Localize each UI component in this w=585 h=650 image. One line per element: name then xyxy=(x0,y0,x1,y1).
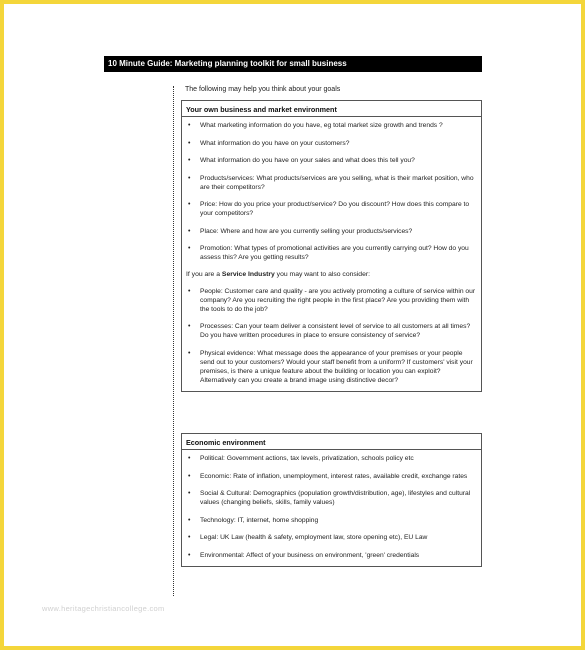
business-questions-list xyxy=(186,121,477,262)
list-item: • Place: Where and how are you currently selling your products/services? xyxy=(186,227,477,236)
list-item: • Social & Cultural: Demographics (population growth/distribution, age), lifestyles and cultural values (changing beliefs, skills, family values) xyxy=(186,489,477,507)
service-note-prefix: If you are a xyxy=(186,270,222,278)
list-item: • Price: How do you price your product/service? Do you discount? How does this compare to your competitors? xyxy=(186,200,477,218)
service-note-suffix: you may want to also consider: xyxy=(274,270,370,278)
service-industry-note xyxy=(186,271,477,278)
list-item: • Products/services: What products/services are you selling, what is their market position, who are their competitors? xyxy=(186,174,477,192)
list-item: • Legal: UK Law (health & safety, employment law, store opening etc), EU Law xyxy=(186,533,477,542)
document-title: 10 Minute Guide: Marketing planning toolkit for small business xyxy=(104,56,482,72)
margin-dotted-line xyxy=(173,86,174,596)
list-item: • Technology: IT, internet, home shopping xyxy=(186,516,477,525)
list-item: • Economic: Rate of inflation, unemployment, interest rates, available credit, exchange rates xyxy=(186,472,477,481)
list-item: • Processes: Can your team deliver a consistent level of service to all customers at all times? Do you have written procedures in place to ensure consistency of service? xyxy=(186,322,477,340)
economic-environment-heading: Economic environment xyxy=(182,434,481,450)
list-item: • Physical evidence: What message does the appearance of your premises or your people send out to your customers? Would your staff benefit from a uniform? If customers' visit your premises, is there a unique feature about the building or location you can exploit? Alternatively can you create a brand image using distinctive decor? xyxy=(186,349,477,385)
list-item: • What information do you have on your sales and what does this tell you? xyxy=(186,156,477,165)
list-item: • What marketing information do you have, eg total market size growth and trends ? xyxy=(186,121,477,130)
document-page xyxy=(4,4,581,646)
list-item: • Promotion: What types of promotional activities are you currently carrying out? How do you assess this? Are you getting results? xyxy=(186,244,477,262)
list-item: • Political: Government actions, tax levels, privatization, schools policy etc xyxy=(186,454,477,463)
list-item: • What information do you have on your customers? xyxy=(186,139,477,148)
economic-environment-box xyxy=(181,433,482,567)
business-environment-box xyxy=(181,100,482,392)
list-item: • People: Customer care and quality - are you actively promoting a culture of service within our company? Are you recruiting the right people in the first place? Are you providing them with the tools to do the job? xyxy=(186,287,477,314)
service-questions-list xyxy=(186,287,477,385)
economic-factors-list xyxy=(186,454,477,560)
list-item: • Environmental: Affect of your business on environment, 'green' credentials xyxy=(186,551,477,560)
service-note-bold: Service Industry xyxy=(221,270,275,278)
watermark: www.heritagechristiancollege.com xyxy=(42,604,165,613)
intro-text: The following may help you think about your goals xyxy=(185,86,341,93)
business-environment-heading: Your own business and market environment xyxy=(182,101,481,117)
